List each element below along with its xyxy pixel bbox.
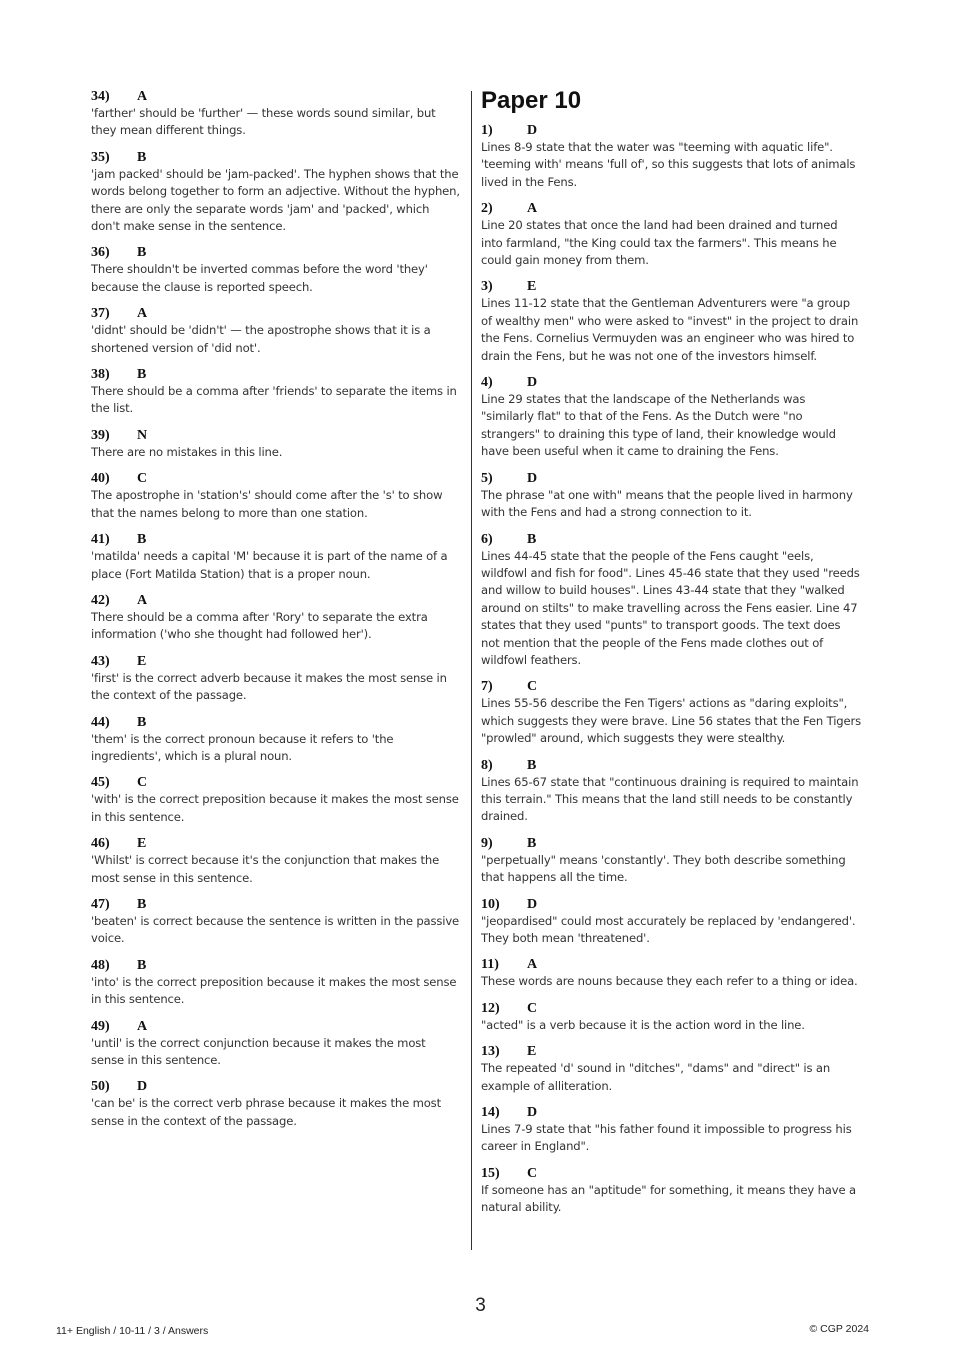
answer-letter: C [527, 679, 538, 695]
answer-heading [91, 653, 461, 670]
page-number: 3 [475, 1295, 486, 1316]
answer-letter: D [527, 123, 538, 138]
answer-letter: B [137, 957, 147, 973]
answer-explanation: 'Whilst' is correct because it's the conjunction that makes the most sense in this sentence. [91, 853, 440, 885]
answer-explanation: 'them' is the correct pronoun because it refers to 'the ingredients', which is a plural noun. [91, 731, 394, 763]
question-number: 7) [481, 679, 493, 695]
answer-item [91, 366, 461, 418]
answer-explanation: There shouldn't be inverted commas before the word 'they' because the clause is reported speech. [91, 262, 428, 294]
answer-heading [481, 531, 861, 548]
answer-letter: C [527, 1000, 538, 1016]
column-divider [471, 91, 472, 1250]
question-number: 34) [91, 89, 110, 104]
answer-letter: A [137, 306, 148, 322]
answer-item [481, 531, 861, 670]
answer-explanation: "acted" is a verb because it is the action word in the line. [481, 1017, 805, 1032]
answer-explanation: Line 29 states that the landscape of the Netherlands was "similarly flat" to that of the Fens. As the Dutch were "no strangers" to draining this type of land, their knowledge would have been useful when it came to draining the Fens. [481, 392, 836, 459]
question-number: 1) [481, 123, 493, 138]
answer-letter: A [527, 957, 538, 973]
answer-letter: B [137, 245, 147, 261]
answer-heading [481, 374, 861, 391]
answer-heading [91, 366, 461, 383]
answer-item [481, 757, 861, 826]
section-title: Paper 10 [481, 87, 582, 114]
left-column [91, 88, 461, 1139]
answer-heading [91, 1078, 461, 1095]
question-number: 4) [481, 375, 493, 391]
answer-heading [91, 774, 461, 791]
answer-letter: A [527, 201, 538, 217]
answer-item [481, 1043, 861, 1095]
answer-explanation: "jeopardised" could most accurately be replaced by 'endangered'. They both mean 'threatened'. [481, 913, 856, 945]
question-number: 15) [481, 1165, 500, 1181]
question-number: 3) [481, 279, 493, 295]
answer-item [91, 1078, 461, 1130]
answer-heading [91, 592, 461, 609]
right-column [481, 88, 861, 1226]
question-number: 49) [91, 1018, 110, 1034]
answer-letter: A [137, 89, 148, 104]
question-number: 35) [91, 149, 110, 165]
answer-explanation: Lines 7-9 state that "his father found it impossible to progress his career in England". [481, 1122, 852, 1154]
answer-explanation: 'matilda' needs a capital 'M' because it is part of the name of a place (Fort Matilda Station) that is a proper noun. [91, 549, 448, 581]
answer-explanation: 'with' is the correct preposition because it makes the most sense in this sentence. [91, 792, 459, 824]
answer-explanation: Lines 55-56 describe the Fen Tigers' actions as "daring exploits", which suggests they were brave. Line 56 states that the Fen Tigers "prowled" around, which suggests they were stealthy. [481, 696, 861, 746]
answer-letter: A [137, 592, 148, 608]
answer-item [91, 244, 461, 296]
answer-heading [481, 835, 861, 852]
question-number: 9) [481, 835, 493, 851]
answer-heading [481, 896, 861, 913]
answer-heading [481, 200, 861, 217]
answer-letter: B [527, 835, 537, 851]
answer-letter: E [527, 1044, 537, 1060]
answer-letter: E [137, 653, 147, 669]
question-number: 48) [91, 957, 110, 973]
answer-item [481, 470, 861, 522]
answer-item [91, 427, 461, 461]
answer-heading [91, 714, 461, 731]
answer-heading [91, 305, 461, 322]
answer-explanation: Line 20 states that once the land had been drained and turned into farmland, "the King could tax the farmers". This means he could gain money from them. [481, 218, 838, 268]
answer-letter: E [527, 279, 537, 295]
answer-heading [91, 427, 461, 444]
answer-heading [91, 1018, 461, 1035]
question-number: 41) [91, 532, 110, 548]
answer-heading [481, 122, 861, 139]
answer-heading [91, 531, 461, 548]
answer-heading [481, 678, 861, 695]
answer-explanation: The phrase "at one with" means that the people lived in harmony with the Fens and had a strong connection to it. [481, 487, 853, 520]
answer-heading [481, 278, 861, 295]
answer-explanation: 'didnt' should be 'didn't' — the apostrophe shows that it is a shortened version of 'did not'. [91, 323, 431, 355]
answer-explanation: "perpetually" means 'constantly'. They both describe something that happens all the time. [481, 852, 846, 885]
question-number: 2) [481, 201, 493, 217]
answer-explanation: Lines 8-9 state that the water was "teeming with aquatic life". 'teeming with' means 'full of', so this suggests that lots of animals lived in the Fens. [481, 140, 856, 189]
answer-heading [91, 88, 461, 105]
answer-letter: B [527, 531, 537, 547]
question-number: 5) [481, 470, 493, 486]
question-number: 12) [481, 1000, 500, 1016]
question-number: 50) [91, 1079, 110, 1095]
answer-explanation: These words are nouns because they each refer to a thing or idea. [481, 974, 858, 989]
footer-left: 11+ English / 10-11 / 3 / Answers [56, 1325, 209, 1337]
question-number: 44) [91, 714, 110, 730]
answer-explanation: 'farther' should be 'further' — these words sound similar, but they mean different things. [91, 106, 436, 138]
answer-explanation: 'until' is the correct conjunction because it makes the most sense in this sentence. [91, 1035, 426, 1067]
answer-item [91, 531, 461, 583]
question-number: 43) [91, 653, 110, 669]
answer-letter: B [137, 714, 147, 730]
answer-explanation: The repeated 'd' sound in "ditches", "dams" and "direct" is an example of alliteration. [481, 1061, 831, 1093]
answer-item [481, 122, 861, 191]
question-number: 45) [91, 775, 110, 791]
answer-letter: C [137, 471, 148, 487]
answer-explanation: 'can be' is the correct verb phrase because it makes the most sense in the context of the passage. [91, 1096, 441, 1128]
answer-letter: A [137, 1018, 148, 1034]
answer-letter: N [137, 427, 148, 443]
answer-heading [91, 244, 461, 261]
answer-item [481, 278, 861, 365]
answer-heading [481, 956, 861, 973]
answer-item [481, 956, 861, 990]
question-number: 8) [481, 757, 493, 773]
answer-explanation: There should be a comma after 'Rory' to separate the extra information ('who she thought had followed her'). [91, 609, 428, 642]
answer-letter: D [527, 1105, 538, 1121]
answer-heading [91, 149, 461, 166]
answer-item [481, 200, 861, 269]
answer-explanation: Lines 65-67 state that "continuous draining is required to maintain this terrain." This means that the land still needs to be constantly drained. [481, 774, 859, 824]
answer-heading [481, 470, 861, 487]
answer-letter: D [137, 1079, 148, 1095]
question-number: 6) [481, 531, 493, 547]
answer-item [91, 305, 461, 357]
footer-copyright: © CGP 2024 [809, 1323, 869, 1335]
answer-explanation: 'first' is the correct adverb because it makes the most sense in the context of the passage. [91, 670, 447, 703]
question-number: 40) [91, 471, 110, 487]
question-number: 36) [91, 245, 110, 261]
answer-heading [91, 957, 461, 974]
answer-item [481, 1104, 861, 1156]
answer-item [91, 835, 461, 887]
answer-heading [91, 896, 461, 913]
answer-item [481, 896, 861, 948]
answer-item [91, 592, 461, 644]
answer-explanation: There should be a comma after 'friends' to separate the items in the list. [91, 384, 457, 416]
answer-item [91, 88, 461, 140]
answer-item [91, 653, 461, 705]
answer-heading [481, 1043, 861, 1060]
answer-item [91, 470, 461, 522]
answer-explanation: 'into' is the correct preposition because it makes the most sense in this sentence. [91, 974, 457, 1007]
answer-heading [481, 1165, 861, 1182]
answer-letter: B [137, 896, 147, 912]
answer-explanation: If someone has an "aptitude" for something, it means they have a natural ability. [481, 1182, 856, 1215]
question-number: 37) [91, 306, 110, 322]
answer-item [91, 896, 461, 948]
answer-item [481, 835, 861, 887]
answer-item [481, 1165, 861, 1217]
question-number: 14) [481, 1105, 500, 1121]
answer-explanation: Lines 11-12 state that the Gentleman Adventurers were "a group of wealthy men" who were asked to "invest" in the project to drain the Fens. Cornelius Vermuyden was an engineer who was hired to drain the Fens, but he was not one of the investors himself. [481, 296, 859, 363]
question-number: 10) [481, 896, 500, 912]
answer-heading [481, 1104, 861, 1121]
right-answers-list [481, 122, 861, 1217]
answer-item [481, 1000, 861, 1034]
answer-explanation: Lines 44-45 state that the people of the Fens caught "eels, wildfowl and fish for food". Lines 45-46 state that they used "reeds and willow to build houses". Lines 43-44 state that they "walked around on stilts" to make travelling across the Fens easier. Line 47 states that they used "punts" to transport goods. The text does not mention that the people of the Fens made clothes out of wildfowl feathers. [481, 548, 860, 667]
answer-letter: C [137, 775, 148, 791]
question-number: 46) [91, 836, 110, 852]
answer-explanation: The apostrophe in 'station's' should come after the 's' to show that the names belong to more than one station. [91, 488, 443, 520]
answer-heading [481, 757, 861, 774]
question-number: 11) [481, 957, 499, 973]
answer-item [91, 149, 461, 236]
answer-explanation: There are no mistakes in this line. [91, 444, 283, 459]
answer-heading [481, 1000, 861, 1017]
answer-letter: D [527, 375, 538, 391]
answer-letter: B [137, 367, 147, 383]
answer-letter: C [527, 1165, 538, 1181]
answer-letter: D [527, 470, 538, 486]
answer-item [481, 374, 861, 461]
answer-heading [91, 835, 461, 852]
answer-item [91, 957, 461, 1009]
answer-explanation: 'beaten' is correct because the sentence is written in the passive voice. [91, 913, 460, 946]
question-number: 39) [91, 427, 110, 443]
answer-item [481, 678, 861, 747]
answer-letter: E [137, 836, 147, 852]
answer-item [91, 714, 461, 766]
answer-letter: B [137, 149, 147, 165]
answer-item [91, 774, 461, 826]
answer-letter: B [527, 757, 537, 773]
answer-item [91, 1018, 461, 1070]
answer-heading [91, 470, 461, 487]
answer-letter: B [137, 532, 147, 548]
answer-explanation: 'jam packed' should be 'jam-packed'. The hyphen shows that the words belong together to form an adjective. Without the hyphen, there are only the separate words 'jam' and 'packed', which don't make sense in the sentence. [91, 166, 460, 234]
question-number: 13) [481, 1044, 500, 1060]
question-number: 38) [91, 367, 110, 383]
answer-letter: D [527, 896, 538, 912]
question-number: 47) [91, 896, 110, 912]
question-number: 42) [91, 592, 110, 608]
